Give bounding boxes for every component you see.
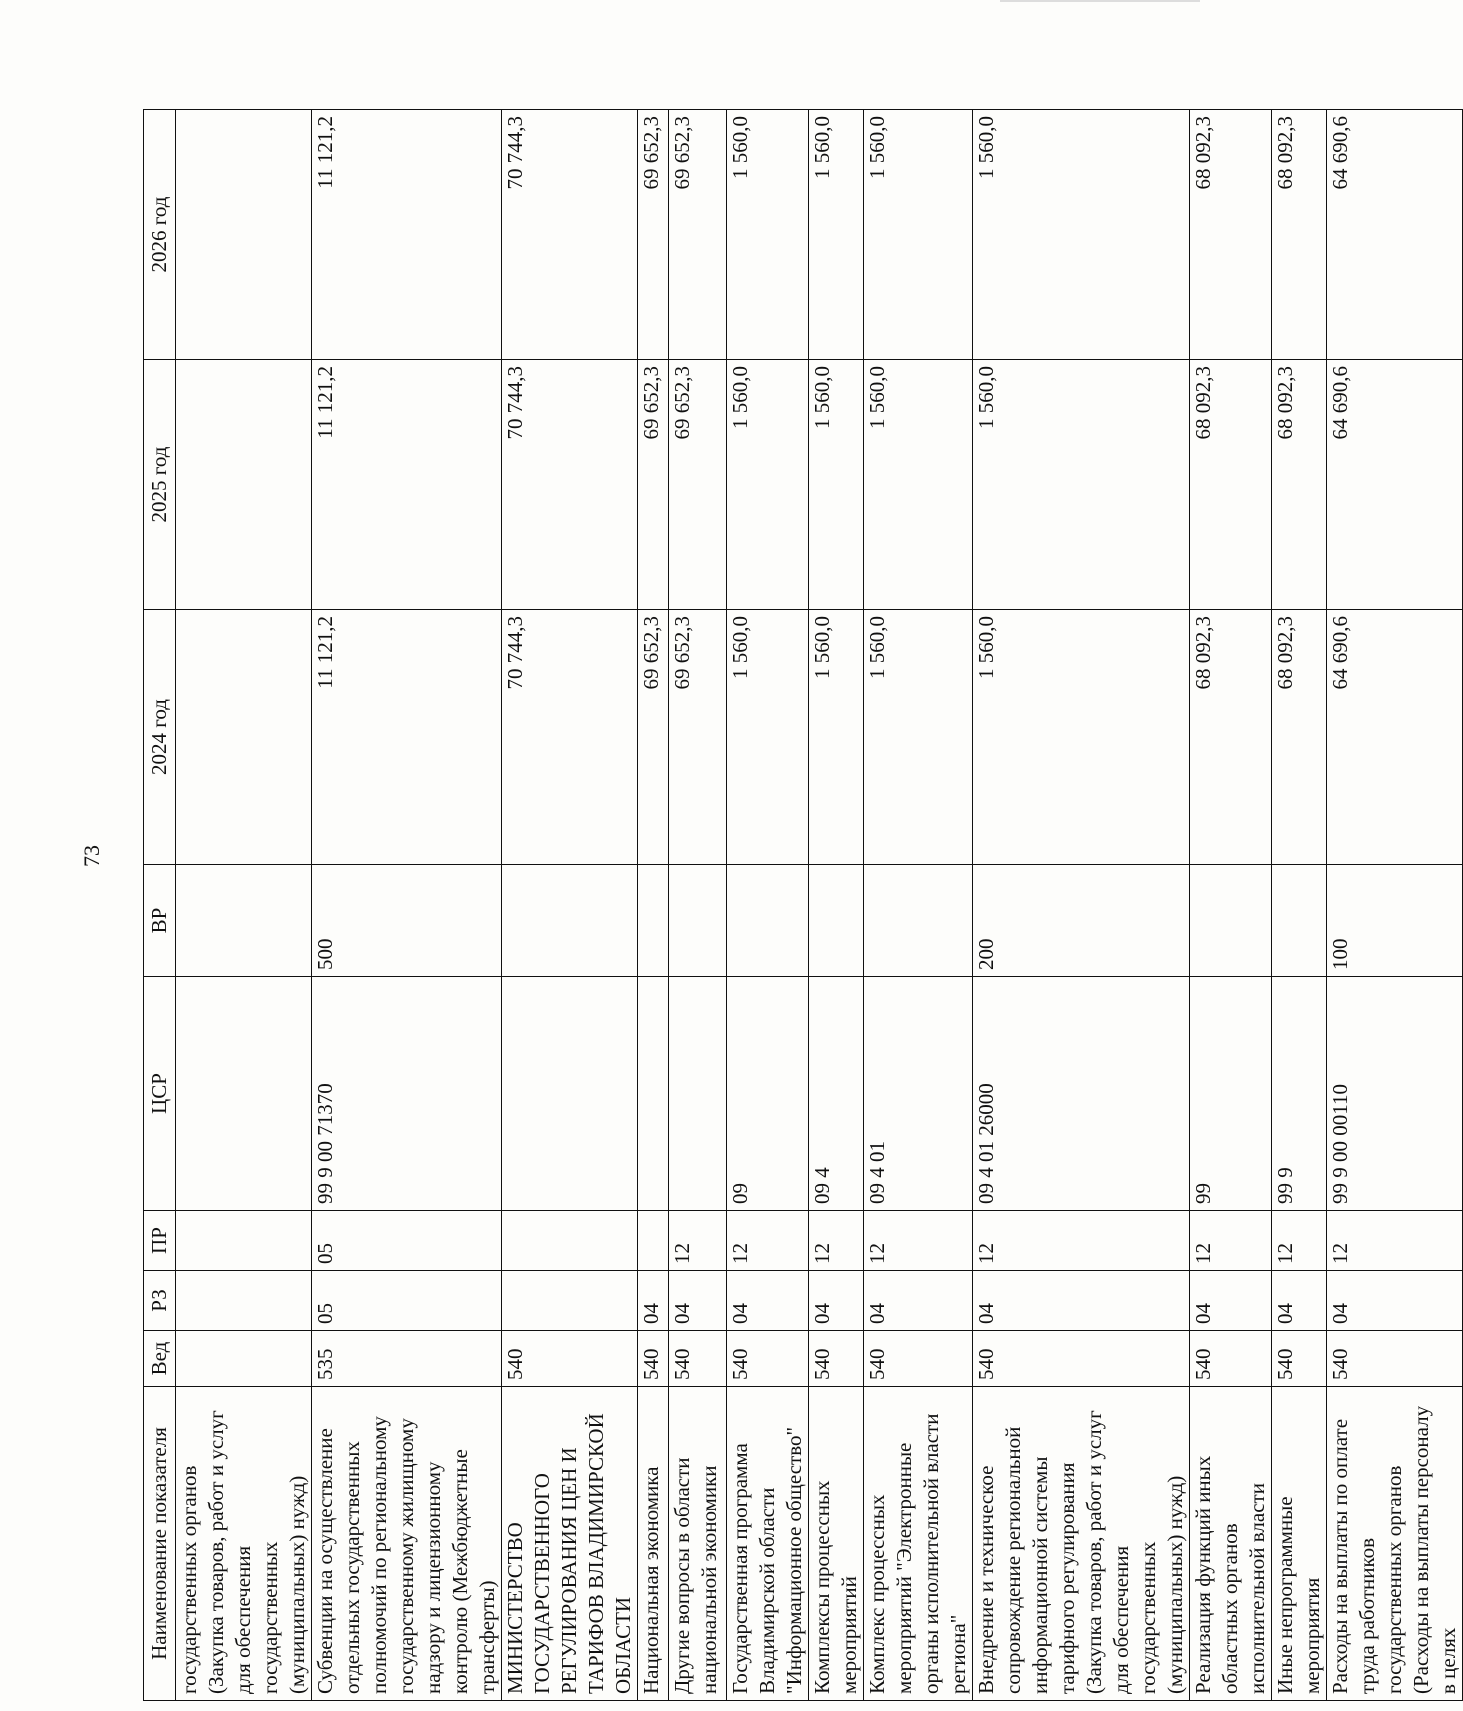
row-2024 <box>176 610 312 865</box>
row-2025 <box>176 360 312 610</box>
row-name: Комплекс процессных мероприятий "Электронные органы исполнительной власти региона" <box>864 1387 973 1701</box>
row-2026: 1 560,0 <box>864 110 973 360</box>
row-2024: 68 092,3 <box>1272 610 1327 865</box>
row-csr: 99 9 <box>1272 977 1327 1211</box>
row-2026: 69 652,3 <box>669 110 727 360</box>
row-vr: 200 <box>973 865 1190 977</box>
row-csr: 99 9 00 00110 <box>1327 977 1463 1211</box>
page-number: 73 <box>79 845 104 867</box>
row-2024: 1 560,0 <box>864 610 973 865</box>
row-rz: 04 <box>1327 1271 1463 1331</box>
row-name: Государственная программа Владимирской области "Информационное общество" <box>727 1387 809 1701</box>
row-2025: 69 652,3 <box>638 360 669 610</box>
row-name: Национальная экономика <box>638 1387 669 1701</box>
row-name: Субвенции на осуществление отдельных государственных полномочий по региональному государственному жилищному надзору и лицензионному контролю (Межбюджетные трансферты) <box>312 1387 502 1701</box>
row-ved: 540 <box>1272 1331 1327 1387</box>
row-2025: 1 560,0 <box>809 360 864 610</box>
row-name: Реализация функций иных областных органов исполнительной власти <box>1190 1387 1272 1701</box>
row-rz: 04 <box>1190 1271 1272 1331</box>
row-2024: 70 744,3 <box>502 610 638 865</box>
row-2025: 1 560,0 <box>973 360 1190 610</box>
row-pr <box>502 1211 638 1271</box>
row-2025: 69 652,3 <box>669 360 727 610</box>
row-name: Иные непрограммные мероприятия <box>1272 1387 1327 1701</box>
row-pr: 12 <box>669 1211 727 1271</box>
row-rz: 04 <box>809 1271 864 1331</box>
row-vr <box>669 865 727 977</box>
row-vr <box>809 865 864 977</box>
row-ved: 540 <box>502 1331 638 1387</box>
row-2025: 1 560,0 <box>727 360 809 610</box>
row-ved: 535 <box>312 1331 502 1387</box>
row-2025: 64 690,6 <box>1327 360 1463 610</box>
row-vr <box>1190 865 1272 977</box>
row-pr <box>176 1211 312 1271</box>
row-rz: 04 <box>973 1271 1190 1331</box>
rotated-table-wrapper <box>143 110 1460 1701</box>
row-2026: 1 560,0 <box>973 110 1190 360</box>
row-csr: 09 <box>727 977 809 1211</box>
table-row <box>502 110 638 1701</box>
row-2026: 11 121,2 <box>312 110 502 360</box>
header-vr: ВР <box>144 865 176 977</box>
row-2026: 70 744,3 <box>502 110 638 360</box>
row-2024: 11 121,2 <box>312 610 502 865</box>
row-rz: 04 <box>638 1271 669 1331</box>
row-csr <box>669 977 727 1211</box>
row-pr: 12 <box>727 1211 809 1271</box>
row-vr <box>176 865 312 977</box>
row-ved <box>176 1331 312 1387</box>
table-row <box>669 110 727 1701</box>
row-2025: 1 560,0 <box>864 360 973 610</box>
header-csr: ЦСР <box>144 977 176 1211</box>
row-ved: 540 <box>669 1331 727 1387</box>
row-vr <box>638 865 669 977</box>
row-ved: 540 <box>864 1331 973 1387</box>
row-name: Расходы на выплаты по оплате труда работников государственных органов (Расходы на выплаты персоналу в целях <box>1327 1387 1463 1701</box>
scan-edge-line <box>1000 0 1200 2</box>
row-csr: 99 <box>1190 977 1272 1211</box>
row-2024: 1 560,0 <box>727 610 809 865</box>
row-csr: 99 9 00 71370 <box>312 977 502 1211</box>
row-2024: 64 690,6 <box>1327 610 1463 865</box>
header-2024: 2024 год <box>144 610 176 865</box>
table-row <box>973 110 1190 1701</box>
row-name: Комплексы процессных мероприятий <box>809 1387 864 1701</box>
row-vr: 500 <box>312 865 502 977</box>
row-ved: 540 <box>727 1331 809 1387</box>
row-2026: 1 560,0 <box>809 110 864 360</box>
row-vr <box>1272 865 1327 977</box>
row-rz: 04 <box>727 1271 809 1331</box>
row-name: Другие вопросы в области национальной экономики <box>669 1387 727 1701</box>
header-rz: РЗ <box>144 1271 176 1331</box>
row-2026: 68 092,3 <box>1272 110 1327 360</box>
row-csr <box>638 977 669 1211</box>
row-name: МИНИСТЕРСТВО ГОСУДАРСТВЕННОГО РЕГУЛИРОВАНИЯ ЦЕН И ТАРИФОВ ВЛАДИМИРСКОЙ ОБЛАСТИ <box>502 1387 638 1701</box>
table-body <box>176 110 1463 1701</box>
row-rz <box>176 1271 312 1331</box>
row-csr <box>502 977 638 1211</box>
row-vr: 100 <box>1327 865 1463 977</box>
row-pr <box>638 1211 669 1271</box>
row-csr: 09 4 <box>809 977 864 1211</box>
row-2024: 69 652,3 <box>638 610 669 865</box>
row-2026: 68 092,3 <box>1190 110 1272 360</box>
row-pr: 12 <box>864 1211 973 1271</box>
budget-table <box>143 109 1463 1701</box>
header-ved: Вед <box>144 1331 176 1387</box>
table-row <box>809 110 864 1701</box>
table-row <box>1190 110 1272 1701</box>
row-rz: 04 <box>864 1271 973 1331</box>
row-2026: 64 690,6 <box>1327 110 1463 360</box>
row-csr: 09 4 01 26000 <box>973 977 1190 1211</box>
row-ved: 540 <box>1190 1331 1272 1387</box>
row-2025: 68 092,3 <box>1272 360 1327 610</box>
header-2025: 2025 год <box>144 360 176 610</box>
row-vr <box>727 865 809 977</box>
row-2026: 69 652,3 <box>638 110 669 360</box>
row-vr <box>864 865 973 977</box>
table-row <box>1272 110 1327 1701</box>
row-2025: 70 744,3 <box>502 360 638 610</box>
row-ved: 540 <box>1327 1331 1463 1387</box>
header-name: Наименование показателя <box>144 1387 176 1701</box>
row-ved: 540 <box>638 1331 669 1387</box>
row-2024: 68 092,3 <box>1190 610 1272 865</box>
row-2025: 11 121,2 <box>312 360 502 610</box>
table-row <box>727 110 809 1701</box>
row-2026: 1 560,0 <box>727 110 809 360</box>
row-rz: 04 <box>669 1271 727 1331</box>
table-row <box>176 110 312 1701</box>
table-row <box>638 110 669 1701</box>
table-header-row <box>144 110 176 1701</box>
row-ved: 540 <box>809 1331 864 1387</box>
row-ved: 540 <box>973 1331 1190 1387</box>
row-pr: 05 <box>312 1211 502 1271</box>
row-rz <box>502 1271 638 1331</box>
header-2026: 2026 год <box>144 110 176 360</box>
row-2024: 1 560,0 <box>973 610 1190 865</box>
row-2024: 69 652,3 <box>669 610 727 865</box>
row-name: Внедрение и техническое сопровождение региональной информационной системы тарифного регулирования (Закупка товаров, работ и услуг для обеспечения государственных (муниципальных) нужд) <box>973 1387 1190 1701</box>
row-csr: 09 4 01 <box>864 977 973 1211</box>
row-name: государственных органов (Закупка товаров, работ и услуг для обеспечения государственных (муниципальных) нужд) <box>176 1387 312 1701</box>
row-rz: 05 <box>312 1271 502 1331</box>
row-pr: 12 <box>1190 1211 1272 1271</box>
row-pr: 12 <box>1327 1211 1463 1271</box>
row-rz: 04 <box>1272 1271 1327 1331</box>
row-2026 <box>176 110 312 360</box>
row-pr: 12 <box>1272 1211 1327 1271</box>
table-row <box>1327 110 1463 1701</box>
row-csr <box>176 977 312 1211</box>
row-pr: 12 <box>809 1211 864 1271</box>
row-vr <box>502 865 638 977</box>
table-row <box>864 110 973 1701</box>
row-pr: 12 <box>973 1211 1190 1271</box>
row-2024: 1 560,0 <box>809 610 864 865</box>
table-row <box>312 110 502 1701</box>
row-2025: 68 092,3 <box>1190 360 1272 610</box>
header-pr: ПР <box>144 1211 176 1271</box>
